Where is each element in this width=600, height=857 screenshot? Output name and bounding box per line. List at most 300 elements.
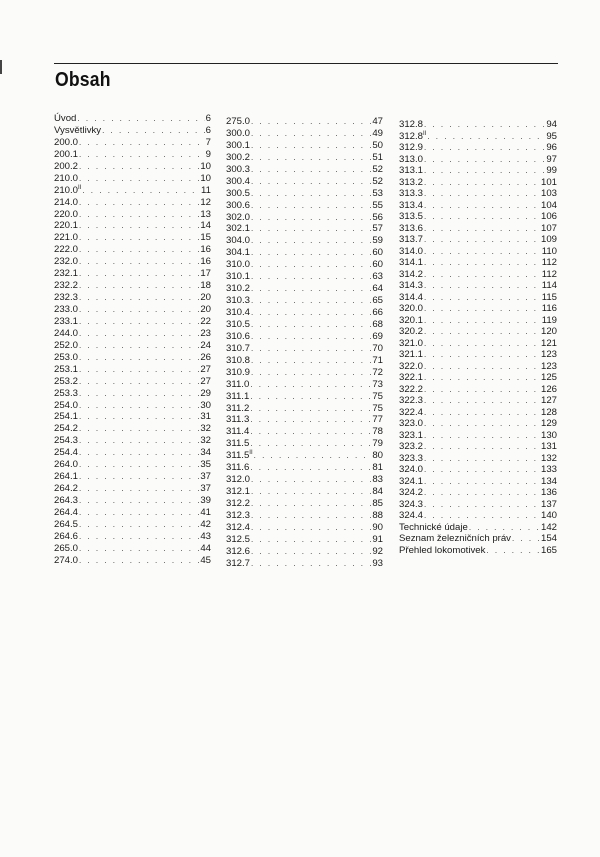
toc-entry[interactable] [399, 326, 557, 338]
toc-entry[interactable] [226, 522, 383, 534]
toc-entry[interactable] [399, 545, 557, 557]
toc-entry-page-number: 91 [372, 533, 383, 545]
toc-entry[interactable] [399, 165, 557, 177]
toc-entry[interactable] [399, 499, 557, 511]
toc-entry-label: 264.4 [54, 506, 79, 518]
toc-entry-label: 311.5 [226, 438, 250, 450]
toc-entry[interactable] [399, 292, 557, 304]
toc-entry-page-number: 154 [540, 533, 557, 544]
toc-entry[interactable] [399, 395, 557, 407]
dot-leader [424, 234, 540, 246]
toc-entry[interactable] [399, 119, 557, 131]
toc-entry[interactable] [54, 411, 211, 423]
toc-entry[interactable] [226, 188, 383, 200]
toc-entry-label: 313.3 [399, 188, 424, 199]
toc-entry-label: 300.0 [226, 127, 251, 139]
toc-entry[interactable] [399, 223, 557, 235]
toc-entry[interactable] [54, 185, 211, 197]
toc-entry[interactable] [54, 268, 211, 280]
toc-entry-page-number: 22 [200, 315, 211, 327]
toc-entry-page-number: 51 [372, 151, 383, 163]
toc-entry[interactable] [399, 338, 557, 350]
dot-leader [424, 315, 541, 327]
toc-entry[interactable] [226, 164, 383, 176]
toc-entry[interactable] [54, 423, 211, 435]
toc-entry-page-number: 95 [546, 130, 557, 142]
toc-entry-label: 322.1 [399, 372, 424, 383]
dot-leader [251, 259, 371, 271]
toc-entry[interactable] [54, 149, 211, 161]
toc-entry[interactable] [226, 438, 383, 450]
toc-entry[interactable] [54, 471, 211, 483]
toc-entry[interactable] [226, 307, 383, 319]
toc-entry[interactable] [54, 316, 211, 328]
dot-leader [251, 235, 371, 247]
toc-entry-page-number: 23 [200, 327, 211, 339]
toc-entry-label: 253.2 [54, 375, 79, 387]
toc-entry[interactable] [226, 223, 383, 235]
toc-entry[interactable] [399, 430, 557, 442]
toc-entry-label: 310.8 [226, 354, 251, 366]
dot-leader [79, 137, 205, 149]
toc-entry[interactable] [226, 498, 383, 510]
toc-entry-label: 264.3 [54, 495, 79, 506]
toc-entry-label: 300.1 [226, 139, 251, 151]
dot-leader [250, 414, 371, 426]
dot-leader [79, 507, 199, 519]
toc-entry[interactable] [54, 352, 211, 364]
toc-entry[interactable] [54, 256, 211, 268]
toc-column-1 [54, 113, 211, 567]
toc-entry-label: Úvod [54, 113, 77, 124]
toc-entry-label: 323.0 [399, 418, 424, 429]
toc-entry-page-number: 85 [372, 498, 383, 509]
toc-entry[interactable] [399, 315, 557, 327]
toc-entry[interactable] [54, 209, 211, 221]
toc-entry-page-number: 101 [540, 176, 557, 188]
toc-entry[interactable] [54, 435, 211, 447]
dot-leader [424, 407, 540, 419]
toc-entry[interactable] [54, 483, 211, 495]
toc-entry-label: 323.2 [399, 441, 424, 452]
toc-entry-page-number: 37 [200, 471, 211, 483]
toc-entry[interactable] [226, 128, 383, 140]
dot-leader [250, 438, 371, 450]
dot-leader [79, 340, 199, 352]
toc-entry-label: 320.1 [399, 314, 424, 326]
toc-entry[interactable] [226, 474, 383, 486]
toc-entry-page-number: 60 [372, 247, 383, 259]
toc-entry-page-number: 60 [372, 259, 383, 271]
toc-entry[interactable] [54, 244, 211, 256]
toc-entry-page-number: 116 [541, 303, 557, 314]
toc-entry[interactable] [399, 142, 557, 154]
toc-entry[interactable] [226, 426, 383, 438]
dot-leader [512, 533, 540, 545]
dot-leader [424, 326, 540, 338]
toc-entry-label: 323.1 [399, 429, 424, 441]
toc-entry-label: 220.0 [54, 208, 79, 220]
dot-leader [79, 388, 199, 400]
toc-entry[interactable] [399, 211, 557, 223]
toc-entry[interactable] [226, 391, 383, 403]
toc-entry-page-number: 75 [372, 390, 383, 402]
toc-entry-label: 300.2 [226, 151, 251, 163]
toc-entry[interactable] [54, 507, 211, 519]
toc-entry-page-number: 10 [200, 172, 211, 184]
dot-leader [424, 453, 540, 465]
dot-leader [79, 495, 199, 507]
toc-entry-page-number: 45 [200, 554, 211, 566]
toc-entry[interactable] [226, 176, 383, 188]
toc-entry-label: 312.4 [226, 521, 251, 533]
toc-entry[interactable] [54, 495, 211, 507]
toc-entry[interactable] [399, 188, 557, 200]
toc-entry[interactable] [226, 319, 383, 331]
dot-leader [79, 232, 199, 244]
toc-entry[interactable] [226, 486, 383, 498]
dot-leader [79, 244, 199, 256]
dot-leader [251, 319, 371, 331]
toc-entry-label: 312.5 [226, 533, 251, 545]
toc-entry-page-number: 78 [372, 426, 383, 438]
toc-entry-page-number: 11 [201, 184, 211, 196]
toc-entry-label: 232.0 [54, 256, 79, 268]
dot-leader [424, 119, 545, 131]
dot-leader [251, 367, 371, 379]
toc-entry-page-number: 137 [540, 498, 557, 510]
toc-entry-label: 310.6 [226, 330, 251, 342]
toc-entry[interactable] [226, 534, 383, 546]
dot-leader [79, 268, 199, 280]
toc-entry[interactable] [226, 558, 383, 570]
toc-entry[interactable] [399, 280, 557, 292]
dot-leader [251, 188, 371, 200]
toc-entry[interactable] [54, 125, 211, 137]
toc-entry-label: 310.5 [226, 318, 251, 330]
toc-entry-page-number: 43 [200, 530, 211, 542]
dot-leader [79, 519, 199, 531]
toc-entry-page-number: 27 [200, 375, 211, 387]
toc-entry-page-number: 20 [200, 304, 211, 315]
toc-entry[interactable] [54, 543, 211, 555]
toc-entry[interactable] [226, 140, 383, 152]
toc-entry[interactable] [226, 343, 383, 355]
toc-entry[interactable] [54, 113, 211, 125]
toc-entry[interactable] [226, 379, 383, 391]
toc-entry-label: $311.5^{II}$ [226, 450, 253, 462]
toc-entry[interactable] [54, 197, 211, 209]
toc-entry-label: 210.0 [54, 172, 79, 184]
dot-leader [424, 338, 540, 350]
toc-entry-label: 314.4 [399, 291, 424, 303]
toc-entry-label: 312.9 [399, 142, 424, 153]
toc-entry[interactable] [399, 234, 557, 246]
dot-leader [251, 486, 371, 498]
toc-entry-page-number: 42 [200, 518, 211, 530]
toc-entry-label: 252.0 [54, 339, 79, 351]
toc-entry-label: 312.6 [226, 545, 251, 557]
toc-entry[interactable] [54, 292, 211, 304]
toc-entry-label: 304.0 [226, 235, 251, 247]
toc-entry-page-number: 127 [540, 395, 557, 406]
toc-entry-page-number: 71 [372, 354, 383, 366]
dot-leader [251, 343, 371, 355]
toc-entry-page-number: 104 [540, 199, 557, 211]
toc-entry-label: 321.0 [399, 337, 424, 349]
toc-entry-page-number: 56 [372, 211, 383, 223]
toc-entry[interactable] [226, 414, 383, 426]
toc-entry[interactable] [226, 152, 383, 164]
toc-entry-label: 264.1 [54, 471, 79, 483]
toc-entry[interactable] [54, 459, 211, 471]
toc-entry-label: 264.5 [54, 518, 79, 530]
toc-entry-page-number: 96 [546, 142, 557, 153]
dot-leader [79, 435, 199, 447]
toc-entry-label: 313.6 [399, 222, 424, 234]
toc-entry[interactable] [54, 388, 211, 400]
toc-entry-label: 254.0 [54, 399, 79, 411]
toc-entry-label: 311.2 [226, 402, 250, 414]
toc-entry[interactable] [399, 522, 557, 534]
toc-entry-page-number: 44 [200, 542, 211, 554]
toc-entry-page-number: 94 [546, 119, 557, 130]
dot-leader [251, 200, 371, 212]
toc-entry[interactable] [399, 487, 557, 499]
toc-entry[interactable] [54, 280, 211, 292]
toc-entry[interactable] [54, 340, 211, 352]
dot-leader [424, 257, 541, 269]
dot-leader [79, 531, 199, 543]
toc-entry-label: 313.5 [399, 211, 424, 222]
toc-entry-superscript: II [423, 130, 427, 137]
toc-entry-page-number: 39 [200, 495, 211, 506]
toc-entry-label: 310.3 [226, 295, 251, 307]
toc-entry[interactable] [399, 177, 557, 189]
toc-entry-page-number: 31 [200, 411, 211, 423]
dot-leader [424, 280, 541, 292]
toc-entry[interactable] [399, 269, 557, 281]
toc-entry-page-number: 123 [540, 349, 557, 360]
toc-entry[interactable] [54, 161, 211, 173]
toc-entry-page-number: 30 [200, 399, 211, 411]
dot-leader [251, 546, 371, 558]
toc-entry-page-number: 93 [372, 557, 383, 569]
toc-entry-page-number: 125 [540, 372, 557, 383]
toc-entry[interactable] [226, 116, 383, 128]
dot-leader [424, 430, 540, 442]
toc-entry[interactable] [399, 349, 557, 361]
toc-entry[interactable] [226, 295, 383, 307]
dot-leader [250, 403, 371, 415]
toc-entry[interactable] [399, 131, 557, 143]
toc-entry-page-number: 140 [540, 510, 557, 521]
toc-entry-page-number: 130 [540, 429, 557, 441]
toc-entry[interactable] [399, 303, 557, 315]
toc-column-3 [399, 119, 557, 556]
toc-entry[interactable] [54, 555, 211, 567]
toc-entry-label: 313.1 [399, 165, 424, 176]
toc-entry[interactable] [399, 384, 557, 396]
toc-entry-label: 310.9 [226, 366, 251, 378]
toc-entry[interactable] [399, 200, 557, 212]
toc-entry[interactable] [54, 137, 211, 149]
toc-entry-label: $312.8^{II}$ [399, 130, 427, 142]
toc-entry-page-number: 79 [372, 438, 383, 450]
toc-entry[interactable] [54, 376, 211, 388]
toc-entry-label: 264.2 [54, 483, 79, 495]
toc-entry[interactable] [54, 173, 211, 185]
toc-entry[interactable] [54, 447, 211, 459]
dot-leader [251, 223, 371, 235]
toc-entry[interactable] [399, 533, 557, 545]
dot-leader [251, 152, 371, 164]
toc-entry[interactable] [226, 271, 383, 283]
dot-leader [251, 498, 371, 510]
dot-leader [79, 197, 199, 209]
dot-leader [251, 271, 371, 283]
dot-leader [79, 555, 199, 567]
dot-leader [79, 352, 199, 364]
toc-entry[interactable] [226, 367, 383, 379]
toc-entry-page-number: 83 [372, 474, 383, 486]
dot-leader [79, 304, 199, 316]
toc-entry[interactable] [399, 361, 557, 373]
toc-entry[interactable] [226, 546, 383, 558]
toc-entry[interactable] [399, 257, 557, 269]
toc-entry-label: 200.1 [54, 148, 79, 160]
toc-entry[interactable] [399, 418, 557, 430]
dot-leader [251, 247, 371, 259]
dot-leader [79, 543, 199, 555]
toc-entry-label: 222.0 [54, 244, 79, 256]
toc-entry-page-number: 53 [372, 187, 383, 199]
dot-leader [79, 459, 199, 471]
toc-entry-page-number: 73 [372, 378, 383, 390]
toc-entry[interactable] [226, 259, 383, 271]
toc-entry-page-number: 69 [372, 330, 383, 342]
toc-entry[interactable] [226, 510, 383, 522]
toc-entry[interactable] [226, 283, 383, 295]
dot-leader [424, 211, 540, 223]
toc-entry-page-number: 57 [372, 223, 383, 235]
toc-entry[interactable] [399, 441, 557, 453]
toc-entry[interactable] [226, 450, 383, 462]
toc-entry[interactable] [54, 328, 211, 340]
toc-entry-page-number: 72 [372, 366, 383, 378]
toc-entry[interactable] [399, 476, 557, 488]
toc-entry[interactable] [226, 462, 383, 474]
toc-entry-label: 310.0 [226, 259, 251, 271]
dot-leader [424, 418, 540, 430]
toc-entry-label: 324.0 [399, 464, 424, 475]
toc-entry-page-number: 109 [540, 234, 557, 245]
dot-leader [424, 223, 540, 235]
dot-leader [79, 411, 199, 423]
toc-entry-page-number: 27 [200, 363, 211, 375]
toc-entry-label: 200.2 [54, 160, 79, 172]
dot-leader [79, 376, 199, 388]
toc-entry-label: 324.2 [399, 487, 424, 498]
toc-entry[interactable] [399, 154, 557, 166]
toc-entry-label: 275.0 [226, 116, 251, 127]
toc-entry[interactable] [226, 235, 383, 247]
dot-leader [102, 125, 205, 137]
toc-entry[interactable] [54, 531, 211, 543]
dot-leader [79, 316, 199, 328]
toc-entry[interactable] [226, 247, 383, 259]
toc-entry[interactable] [399, 510, 557, 522]
dot-leader [250, 379, 371, 391]
toc-entry[interactable] [54, 232, 211, 244]
toc-entry-label: 312.8 [399, 119, 424, 130]
toc-entry-label: 200.0 [54, 136, 79, 148]
toc-entry[interactable] [399, 372, 557, 384]
dot-leader [250, 391, 371, 403]
toc-entry[interactable] [54, 400, 211, 412]
toc-entry-label: 322.2 [399, 383, 424, 395]
toc-entry[interactable] [399, 453, 557, 465]
dot-leader [424, 165, 545, 177]
toc-entry[interactable] [226, 331, 383, 343]
dot-leader [251, 510, 371, 522]
toc-entry-page-number: 131 [540, 441, 557, 452]
dot-leader [79, 292, 199, 304]
toc-entry-label: 300.3 [226, 163, 251, 175]
dot-leader [79, 447, 199, 459]
toc-entry-label: 311.6 [226, 462, 250, 474]
toc-entry[interactable] [54, 364, 211, 376]
toc-entry-page-number: 34 [200, 447, 211, 459]
toc-entry-page-number: 66 [372, 307, 383, 318]
toc-entry-page-number: 132 [540, 452, 557, 464]
dot-leader [424, 154, 545, 166]
toc-entry[interactable] [226, 212, 383, 224]
toc-entry-page-number: 14 [200, 220, 211, 232]
toc-entry-page-number: 92 [372, 545, 383, 557]
toc-entry[interactable] [399, 407, 557, 419]
page-title: Obsah [55, 69, 111, 91]
toc-entry[interactable] [399, 464, 557, 476]
dot-leader [251, 128, 371, 140]
toc-entry-page-number: 88 [372, 509, 383, 521]
toc-entry-label: 314.3 [399, 280, 424, 291]
toc-entry-superscript: II [249, 450, 253, 457]
toc-entry[interactable] [399, 246, 557, 258]
toc-entry-label: Vysvětlivky [54, 124, 102, 136]
toc-entry-page-number: 29 [200, 387, 211, 399]
toc-entry-page-number: 165 [540, 544, 557, 556]
dot-leader [79, 400, 199, 412]
toc-entry[interactable] [54, 304, 211, 316]
dot-leader [251, 355, 371, 367]
toc-entry-page-number: 112 [541, 268, 557, 280]
toc-entry-label: 221.0 [54, 232, 79, 244]
toc-entry[interactable] [226, 355, 383, 367]
toc-entry[interactable] [226, 403, 383, 415]
dot-leader [424, 361, 540, 373]
toc-entry-page-number: 6 [205, 124, 211, 136]
toc-entry-label: 324.3 [399, 498, 424, 510]
toc-entry[interactable] [54, 220, 211, 232]
toc-entry-page-number: 37 [200, 483, 211, 495]
toc-entry[interactable] [54, 519, 211, 531]
dot-leader [251, 558, 371, 570]
toc-entry-page-number: 24 [200, 339, 211, 351]
toc-entry[interactable] [226, 200, 383, 212]
dot-leader [251, 176, 371, 188]
toc-entry-page-number: 119 [541, 314, 557, 326]
